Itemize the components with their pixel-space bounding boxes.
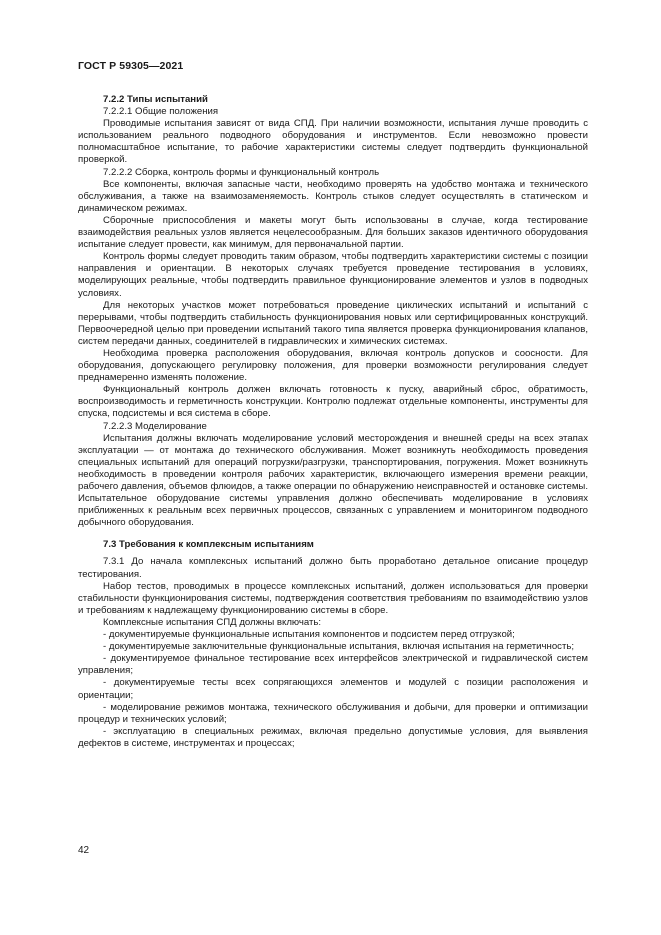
subsection-heading: 7.2.2.2 Сборка, контроль формы и функциональный контроль: [103, 166, 380, 178]
page-number: 42: [78, 845, 90, 856]
list-item: - моделирование режимов монтажа, технического обслуживания и добычи, для проверки и оптимизации процедур и технических условий;: [78, 701, 588, 725]
paragraph: Необходима проверка расположения оборудования, включая контроль допусков и соосности. Для оборудования, допускающего регулировку положения, для проверки возможности регулирования следует преднамеренно изменять положение.: [78, 347, 588, 384]
section-heading: 7.3 Требования к комплексным испытаниям: [103, 539, 314, 551]
paragraph: Функциональный контроль должен включать готовность к пуску, аварийный сброс, обратимость, воспроизводимость и герметичность конструкции. Контролю подлежат отдельные компоненты, инструменты для спуска, подсистемы и вся система в сборе.: [78, 384, 588, 420]
subsection-heading: 7.2.2.3 Моделирование: [103, 420, 207, 432]
document-code: ГОСТ Р 59305—2021: [78, 60, 184, 72]
paragraph: Проводимые испытания зависят от вида СПД. При наличии возможности, испытания лучше проводить с использованием реального подводного оборудования и инструментов. Если невозможно провести полномасштабное испытание, то рабочие характеристики системы следует подтвердить функциональной проверкой.: [78, 118, 588, 166]
list-item: - документируемые тесты всех сопрягающихся элементов и модулей с позиции расположения и ориентации;: [78, 677, 588, 701]
paragraph: Испытания должны включать моделирование условий месторождения и внешней среды на всех этапах эксплуатации — от монтажа до технического обслуживания. Может возникнуть необходимость проведения специальных испытаний для операций погрузки/разгрузки, транспортирования, погружения. Может возникнуть необходимость в проведении контроля рабочих характеристик, включающего измерения времени реакции, рабочего давления, объемов флюидов, а также операции по обнаружению неисправностей и остановке системы. Испытательное оборудование системы управления должно обеспечивать моделирование в условиях приближенных к реальным всех первичных процессов, связанных с управлением и мониторингом подводного добычного оборудования.: [78, 432, 588, 529]
paragraph: Для некоторых участков может потребоваться проведение циклических испытаний и испытаний с перерывами, чтобы подтвердить стабильность функционирования новых или сертифицированных конструкций. Первоочередной целью при проведении испытаний такого типа является проверка функционирования клапанов, систем передачи данных, соединителей в гидравлических и химических системах.: [78, 299, 588, 347]
list-item: - документируемое финальное тестирование всех интерфейсов электрической и гидравлической систем управления;: [78, 653, 588, 677]
list-item: - документируемые функциональные испытания компонентов и подсистем перед отгрузкой;: [103, 629, 515, 641]
document-body: [78, 94, 588, 750]
subsection-heading: 7.2.2.1 Общие положения: [103, 106, 219, 118]
list-item: - эксплуатацию в специальных режимах, включая предельно допустимые условия, для выявления дефектов в системе, инструментах и процессах;: [78, 725, 588, 749]
paragraph: Сборочные приспособления и макеты могут быть использованы в случае, когда тестирование взаимодействия реальных узлов является нецелесообразным. Для больших заказов идентичного оборудования испытание следует провести, как минимум, для первоначальной партии.: [78, 214, 588, 251]
list-item: - документируемые заключительные функциональные испытания, включая испытания на герметичность;: [103, 641, 575, 653]
paragraph: 7.3.1 До начала комплексных испытаний должно быть проработано детальное описание процедур тестирования.: [78, 556, 588, 580]
paragraph: Контроль формы следует проводить таким образом, чтобы подтвердить характеристики системы с позиции направления и ориентации. В некоторых случаях требуется проведение тестирования в условиях, моделирующих реальные, чтобы подтвердить правильное функционирование элементов и узлов в подводных условиях.: [78, 251, 588, 299]
paragraph: Все компоненты, включая запасные части, необходимо проверять на удобство монтажа и технического обслуживания, а также на взаимозаменяемость. Контроль стыков следует осуществлять в статическом и динамическом режимах.: [78, 178, 588, 214]
section-heading: 7.2.2 Типы испытаний: [103, 94, 208, 105]
paragraph: Комплексные испытания СПД должны включать:: [103, 616, 322, 628]
paragraph: Набор тестов, проводимых в процессе комплексных испытаний, должен использоваться для проверки стабильности функционирования системы, подтверждения соответствия требованиям по взаимодействию узлов и требованиям к надлежащему функционированию системы в сборе.: [78, 580, 588, 616]
